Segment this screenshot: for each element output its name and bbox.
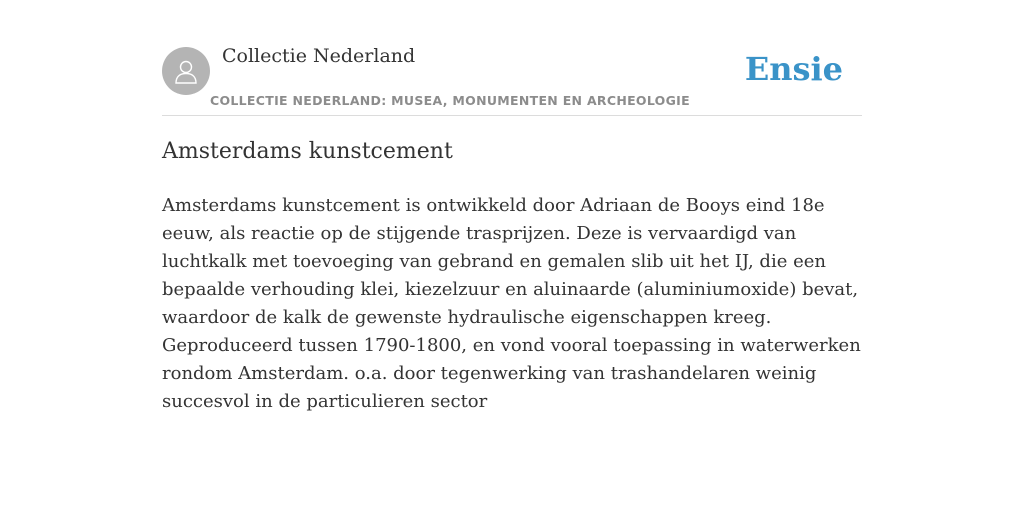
article-title: Amsterdams kunstcement (162, 139, 453, 164)
ensie-logo[interactable]: Ensie (744, 50, 843, 88)
header-divider (162, 115, 862, 116)
author-name[interactable]: Collectie Nederland (222, 45, 416, 67)
category-label[interactable]: COLLECTIE NEDERLAND: MUSEA, MONUMENTEN EN ARCHEOLOGIE (210, 93, 690, 108)
user-silhouette-icon (172, 57, 200, 85)
avatar[interactable] (162, 47, 210, 95)
article-body: Amsterdams kunstcement is ontwikkeld door Adriaan de Booys eind 18e eeuw, als reactie op de stijgende trasprijzen. Deze is vervaardigd van luchtkalk met toevoeging van gebrand en gemalen slib uit het IJ, die een bepaalde verhouding klei, kiezelzuur en aluinaarde (aluminiumoxide) bevat, waardoor de kalk de gewenste hydraulische eigenschappen kreeg. Geproduceerd tussen 1790-1800, en vond vooral toepassing in waterwerken rondom Amsterdam. o.a. door tegenwerking van trashandelaren weinig succesvol in de particulieren sector (162, 195, 861, 412)
